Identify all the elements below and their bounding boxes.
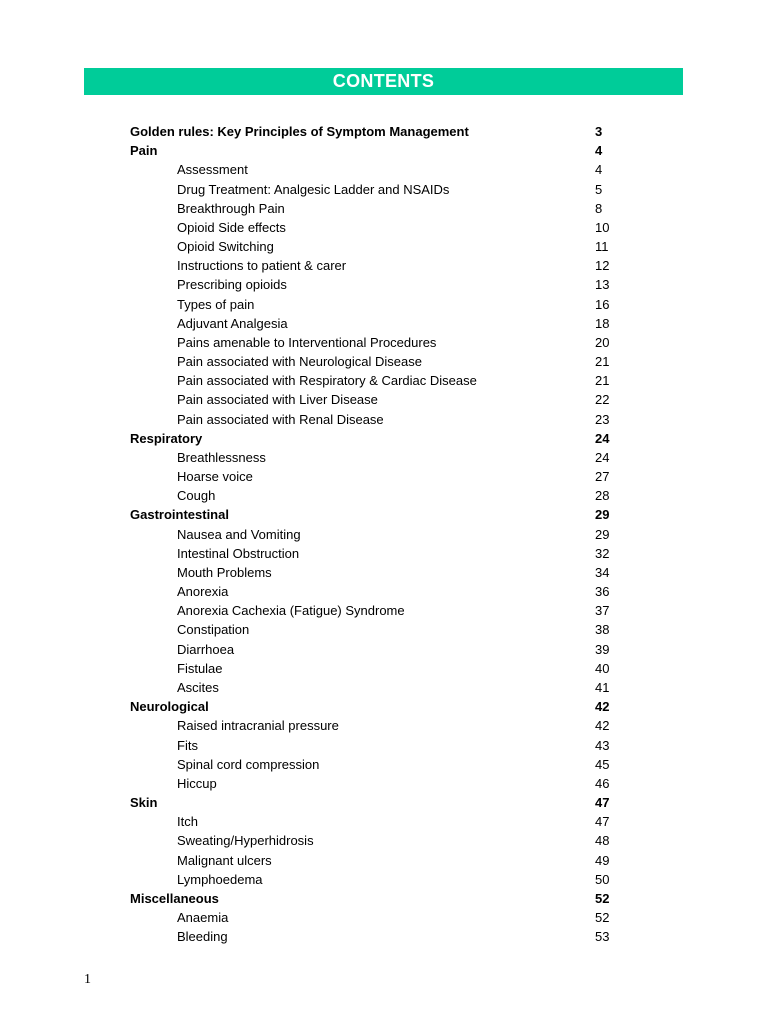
page-number: 1 [84, 972, 91, 987]
toc-entry-label: Ascites [177, 679, 219, 695]
toc-page-number: 27 [595, 469, 610, 485]
toc-entry-row[interactable] [0, 486, 768, 505]
toc-entry-row[interactable] [0, 390, 768, 409]
toc-entry-label: Hiccup [177, 775, 217, 791]
toc-entry-label: Breakthrough Pain [177, 200, 285, 216]
toc-page-number: 11 [595, 239, 609, 255]
toc-entry-row[interactable] [0, 851, 768, 870]
toc-page-number: 29 [595, 507, 610, 523]
toc-entry-row[interactable] [0, 870, 768, 889]
toc-page-number: 4 [595, 162, 603, 178]
toc-section-row[interactable] [0, 122, 768, 141]
toc-entry-row[interactable] [0, 640, 768, 659]
toc-entry-row[interactable] [0, 525, 768, 544]
toc-entry-label: Nausea and Vomiting [177, 526, 301, 542]
toc-entry-label: Prescribing opioids [177, 277, 287, 293]
toc-entry-label: Instructions to patient & carer [177, 258, 347, 274]
toc-entry-row[interactable] [0, 620, 768, 639]
toc-section-row[interactable] [0, 429, 768, 448]
toc-entry-label: Anorexia [177, 584, 229, 600]
toc-entry-row[interactable] [0, 448, 768, 467]
toc-section-label: Respiratory [130, 430, 203, 446]
toc-page-number: 16 [595, 296, 610, 312]
toc-page-number: 13 [595, 277, 610, 293]
toc-entry-label: Constipation [177, 622, 250, 638]
toc-section-label: Golden rules: Key Principles of Symptom Management [130, 124, 469, 139]
toc-entry-label: Opioid Side effects [177, 219, 286, 235]
toc-entry-label: Assessment [177, 162, 248, 178]
toc-entry-row[interactable] [0, 352, 768, 371]
toc-page-number: 24 [595, 449, 610, 465]
toc-page-number: 22 [595, 392, 610, 408]
toc-page-number: 52 [595, 890, 610, 906]
toc-page-number: 8 [595, 200, 603, 216]
toc-entry-label: Sweating/Hyperhidrosis [177, 833, 314, 849]
toc-page-number: 47 [595, 795, 610, 811]
toc-entry-label: Pain associated with Renal Disease [177, 411, 384, 427]
toc-section-label: Skin [130, 795, 158, 811]
toc-section-row[interactable] [0, 505, 768, 524]
toc-entry-label: Types of pain [177, 296, 255, 312]
toc-entry-label: Mouth Problems [177, 564, 272, 580]
toc-entry-label: Pain associated with Neurological Disease [177, 354, 422, 370]
toc-page-number: 21 [595, 373, 610, 389]
toc-entry-label: Drug Treatment: Analgesic Ladder and NSAIDs [177, 181, 450, 197]
toc-page-number: 45 [595, 756, 610, 772]
toc-entry-row[interactable] [0, 180, 768, 199]
toc-page-number: 28 [595, 488, 610, 504]
toc-entry-label: Intestinal Obstruction [177, 545, 300, 561]
toc-section-label: Miscellaneous [130, 890, 219, 906]
toc-entry-label: Adjuvant Analgesia [177, 315, 288, 331]
toc-entry-row[interactable] [0, 237, 768, 256]
toc-entry-label: Fits [177, 737, 198, 753]
toc-section-row[interactable] [0, 793, 768, 812]
toc-entry-row[interactable] [0, 908, 768, 927]
toc-entry-row[interactable] [0, 333, 768, 352]
toc-entry-row[interactable] [0, 256, 768, 275]
toc-entry-row[interactable] [0, 774, 768, 793]
toc-entry-label: Hoarse voice [177, 469, 253, 485]
toc-entry-label: Pain associated with Liver Disease [177, 392, 378, 408]
toc-page-number: 10 [595, 219, 610, 235]
toc-section-label: Neurological [130, 699, 209, 715]
toc-section-row[interactable] [0, 141, 768, 160]
toc-section-label: Gastrointestinal [130, 507, 229, 523]
toc-entry-label: Opioid Switching [177, 239, 274, 255]
toc-section-row[interactable] [0, 697, 768, 716]
toc-page-number: 49 [595, 852, 610, 868]
toc-entry-row[interactable] [0, 544, 768, 563]
toc-page-number: 53 [595, 929, 610, 945]
toc-entry-row[interactable] [0, 199, 768, 218]
toc-entry-row[interactable] [0, 755, 768, 774]
toc-page-number: 20 [595, 334, 610, 350]
toc-page-number: 42 [595, 718, 610, 734]
toc-page-number: 18 [595, 315, 610, 331]
toc-page-number: 48 [595, 833, 610, 849]
toc-page-number: 52 [595, 910, 610, 926]
toc-entry-label: Malignant ulcers [177, 852, 272, 868]
toc-entry-row[interactable] [0, 160, 768, 179]
toc-entry-label: Diarrhoea [177, 641, 235, 657]
toc-entry-label: Pains amenable to Interventional Procedures [177, 334, 437, 350]
toc-entry-label: Lymphoedema [177, 871, 263, 887]
toc-page-number: 47 [595, 814, 610, 830]
toc-page-number: 32 [595, 545, 610, 561]
toc-page-number: 43 [595, 737, 610, 753]
toc-page-number: 34 [595, 564, 610, 580]
toc-entry-row[interactable] [0, 659, 768, 678]
toc-entry-label: Anorexia Cachexia (Fatigue) Syndrome [177, 603, 405, 619]
toc-section-label: Pain [130, 143, 158, 159]
toc-entry-label: Pain associated with Respiratory & Cardiac Disease [177, 373, 477, 389]
toc-entry-row[interactable] [0, 927, 768, 946]
toc-entry-row[interactable] [0, 736, 768, 755]
toc-page-number: 29 [595, 526, 610, 542]
toc-page-number: 50 [595, 871, 610, 887]
toc-entry-row[interactable] [0, 678, 768, 697]
toc-page-number: 41 [595, 679, 610, 695]
page-title: CONTENTS [332, 71, 435, 91]
toc-page-number: 46 [595, 775, 610, 791]
toc-entry-row[interactable] [0, 314, 768, 333]
toc-entry-row[interactable] [0, 582, 768, 601]
toc-page-number: 3 [595, 124, 603, 139]
toc-page-number: 42 [595, 699, 610, 715]
toc-entry-row[interactable] [0, 467, 768, 486]
toc-page-number: 38 [595, 622, 610, 638]
toc-entry-row[interactable] [0, 218, 768, 237]
toc-page-number: 21 [595, 354, 610, 370]
toc-page-number: 24 [595, 430, 610, 446]
toc-entry-row[interactable] [0, 812, 768, 831]
toc-page-number: 36 [595, 584, 610, 600]
contents-banner [84, 68, 683, 95]
toc-entry-row[interactable] [0, 601, 768, 620]
toc-entry-label: Bleeding [177, 929, 228, 945]
toc-entry-label: Raised intracranial pressure [177, 718, 339, 734]
toc-entry-row[interactable] [0, 563, 768, 582]
toc-page-number: 23 [595, 411, 610, 427]
toc-page-number: 4 [595, 143, 603, 159]
toc-entry-label: Cough [177, 488, 216, 504]
toc-entry-row[interactable] [0, 371, 768, 390]
toc-entry-label: Fistulae [177, 660, 223, 676]
toc-page-number: 37 [595, 603, 610, 619]
toc-entry-label: Breathlessness [177, 449, 266, 465]
toc-entry-row[interactable] [0, 831, 768, 850]
toc-entry-row[interactable] [0, 410, 768, 429]
toc-page-number: 40 [595, 660, 610, 676]
toc-entry-row[interactable] [0, 716, 768, 735]
toc-page-number: 39 [595, 641, 610, 657]
table-of-contents [0, 122, 768, 946]
toc-section-row[interactable] [0, 889, 768, 908]
toc-entry-label: Spinal cord compression [177, 756, 320, 772]
toc-page-number: 5 [595, 181, 603, 197]
toc-page-number: 12 [595, 258, 610, 274]
toc-entry-row[interactable] [0, 275, 768, 294]
toc-entry-row[interactable] [0, 295, 768, 314]
toc-entry-label: Itch [177, 814, 198, 830]
toc-entry-label: Anaemia [177, 910, 229, 926]
